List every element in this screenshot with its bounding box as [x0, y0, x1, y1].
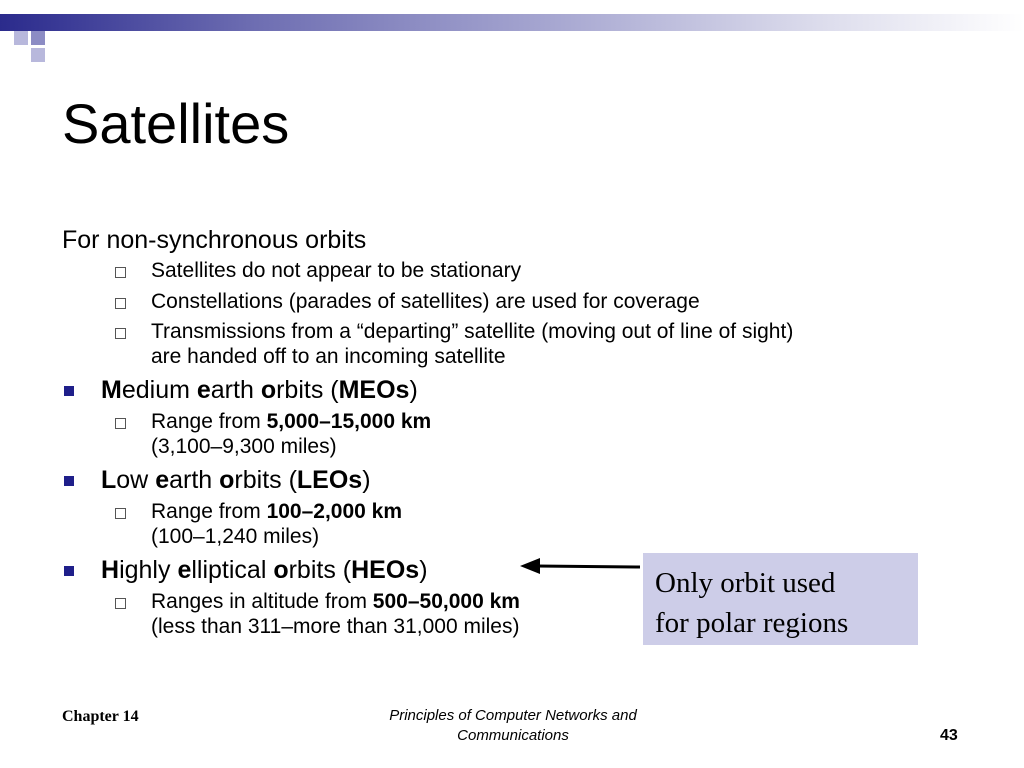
callout-box [643, 553, 918, 645]
footer-chapter: Chapter 14 [62, 708, 139, 725]
footer-book-line-2: Communications [457, 727, 569, 744]
intro-item-3: Transmissions from a “departing” satellite (moving out of line of sight) [151, 320, 794, 343]
meo-range-miles: (3,100–9,300 miles) [151, 435, 337, 458]
heo-range-miles: (less than 311–more than 31,000 miles) [151, 615, 520, 638]
footer-book-line-1: Principles of Computer Networks and [389, 707, 637, 724]
meo-range: Range from 5,000–15,000 km [151, 410, 432, 433]
intro-text: For non-synchronous orbits [62, 226, 367, 254]
leo-range: Range from 100–2,000 km [151, 500, 403, 523]
page-number: 43 [940, 727, 958, 744]
intro-item-3-cont: are handed off to an incoming satellite [151, 345, 506, 368]
heo-heading: Highly elliptical orbits (HEOs) [101, 556, 428, 584]
slide-title: Satellites [62, 92, 290, 155]
heo-range: Ranges in altitude from 500–50,000 km [151, 590, 520, 613]
intro-item-2: Constellations (parades of satellites) are used for coverage [151, 290, 700, 313]
footer-book-title [350, 706, 676, 746]
leo-heading: Low earth orbits (LEOs) [101, 466, 371, 494]
leo-range-miles: (100–1,240 miles) [151, 525, 320, 548]
callout-line-2: for polar regions [655, 607, 849, 639]
callout-line-1: Only orbit used [655, 567, 836, 599]
meo-heading: Medium earth orbits (MEOs) [101, 376, 418, 404]
intro-item-1: Satellites do not appear to be stationary [151, 259, 522, 282]
